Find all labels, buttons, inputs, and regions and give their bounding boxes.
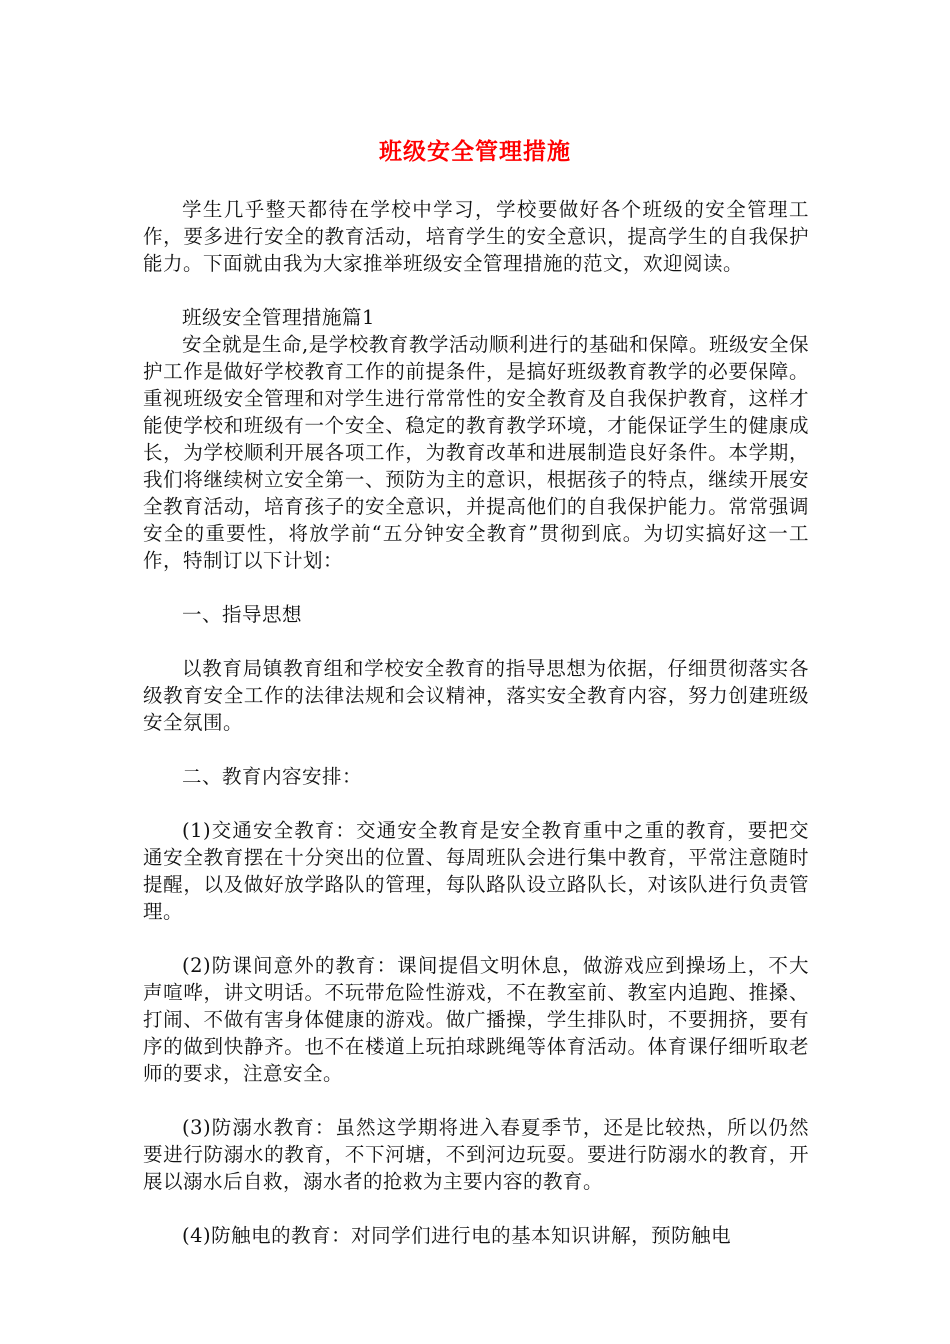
list-item-recess-safety: (2)防课间意外的教育：课间提倡文明休息，做游戏应到操场上，不大声喧哗，讲文明话。不玩带危险性游戏，不在教室前、教室内追跑、推搡、打闹、不做有害身体健康的游戏。做广播操，学生排队时，不要拥挤，要有序的做到快静齐。也不在楼道上玩拍球跳绳等体育活动。体育课仔细听取老师的要求，注意安全。: [143, 954, 809, 1085]
heading-education-content: 二、教育内容安排：: [182, 765, 363, 788]
list-item-drowning-prevention: (3)防溺水教育：虽然这学期将进入春夏季节，还是比较热，所以仍然要进行防溺水的教育，不下河塘，不到河边玩耍。要进行防溺水的教育，开展以溺水后自救，溺水者的抢救为主要内容的教育。: [143, 1116, 809, 1193]
guiding-ideology-paragraph: 以教育局镇教育组和学校安全教育的指导思想为依据，仔细贯彻落实各级教育安全工作的法律法规和会议精神，落实安全教育内容，努力创建班级安全氛围。: [143, 657, 809, 734]
list-item-electric-shock-prevention: (4)防触电的教育：对同学们进行电的基本知识讲解，预防触电: [182, 1224, 732, 1247]
section-title: 班级安全管理措施篇1: [182, 306, 375, 329]
list-item-traffic-safety: (1)交通安全教育：交通安全教育是安全教育重中之重的教育，要把交通安全教育摆在十分突出的位置、每周班队会进行集中教育，平常注意随时提醒，以及做好放学路队的管理，每队路队设立路队长，对该队进行负责管理。: [143, 819, 809, 923]
section-body-paragraph: 安全就是生命,是学校教育教学活动顺利进行的基础和保障。班级安全保护工作是做好学校教育工作的前提条件，是搞好班级教育教学的必要保障。重视班级安全管理和对学生进行常常性的安全教育及自我保护教育，这样才能使学校和班级有一个安全、稳定的教育教学环境，才能保证学生的健康成长，为学校顺利开展各项工作，为教育改革和进展制造良好条件。本学期，我们将继续树立安全第一、预防为主的意识，根据孩子的特点，继续开展安全教育活动，培育孩子的安全意识，并提高他们的自我保护能力。常常强调安全的重要性，将放学前“五分钟安全教育”贯彻到底。为切实搞好这一工作，特制订以下计划：: [143, 333, 809, 572]
intro-paragraph: 学生几乎整天都待在学校中学习，学校要做好各个班级的安全管理工作，要多进行安全的教育活动，培育学生的安全意识，提高学生的自我保护能力。下面就由我为大家推举班级安全管理措施的范文，欢迎阅读。: [143, 198, 809, 275]
document-title: 班级安全管理措施: [379, 139, 571, 165]
document-body: [143, 196, 809, 1249]
heading-guiding-ideology: 一、指导思想: [182, 603, 303, 626]
